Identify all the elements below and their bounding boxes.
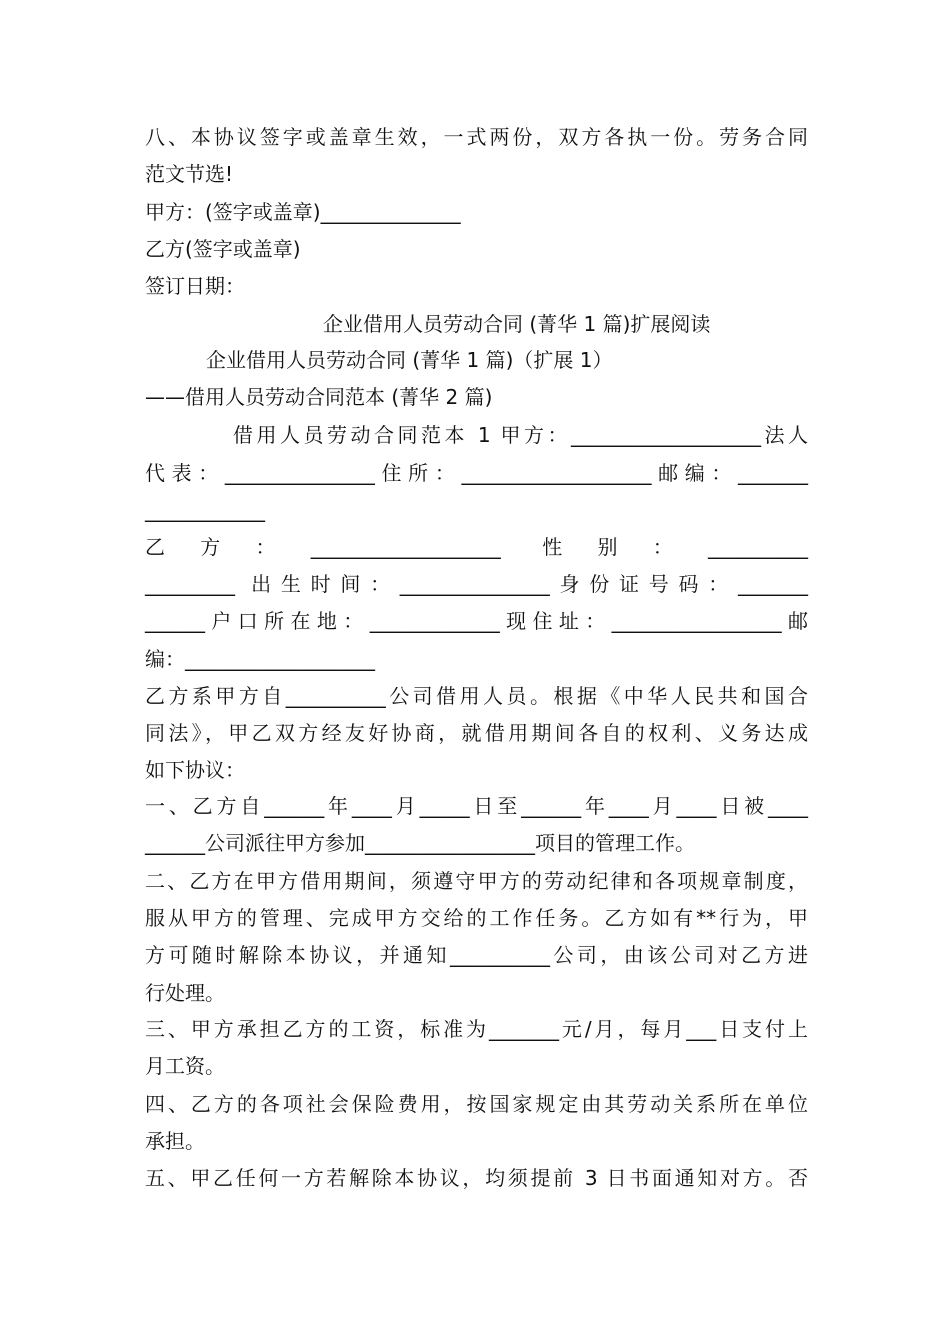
clause-4-line-2: 承担。 [145,1129,205,1153]
clause-8-line-2: 范文节选! [145,162,234,186]
birth-id-line: _________ 出生时间：_______________身份证号码：_______ [145,572,808,596]
clause-4-line-1: 四、乙方的各项社会保险费用，按国家规定由其劳动关系所在单位 [145,1092,808,1116]
postcode-continuation-line: ____________ [145,498,265,522]
postcode-line: 编：___________________ [145,647,375,671]
intro-paragraph-line-1: 乙方系甲方自__________公司借用人员。根据《中华人民共和国合 [145,684,808,708]
clause-1-line-1: 一、乙方自______年____月_____日至______年____月____日被____ [145,794,808,818]
representative-address-line: 代表：_______________住所：___________________邮编：_______ [145,461,808,485]
intro-paragraph-line-2: 同法》，甲乙双方经友好协商，就借用期间各自的权利、义务达成 [145,721,808,745]
clause-2-line-1: 二、乙方在甲方借用期间，须遵守甲方的劳动纪律和各项规章制度， [145,869,808,893]
intro-paragraph-line-3: 如下协议： [145,758,245,782]
template-subtitle: ——借用人员劳动合同范本 (菁华 2 篇) [145,385,493,409]
party-a-field-line: 借用人员劳动合同范本 1 甲方：___________________法人 [233,423,808,447]
party-b-gender-line: 乙方：___________________ 性别：__________ [145,535,808,559]
clause-2-line-2: 服从甲方的管理、完成甲方交给的工作任务。乙方如有**行为，甲 [145,906,808,930]
party-a-signature-line: 甲方：(签字或盖章)______________ [145,200,461,224]
party-b-signature-line: 乙方(签字或盖章) [145,237,301,261]
clause-3-line-1: 三、甲方承担乙方的工资，标准为_______元/月，每月___日支付上 [145,1017,808,1041]
clause-2-line-3: 方可随时解除本协议，并通知__________公司，由该公司对乙方进 [145,943,808,967]
clause-5-line-1: 五、甲乙任何一方若解除本协议，均须提前 3 日书面通知对方。否 [145,1166,808,1190]
signing-date-line: 签订日期： [145,274,245,298]
clause-2-line-4: 行处理。 [145,981,225,1005]
residence-address-line: ______户口所在地：_____________现住址：_________________邮 [145,609,808,633]
clause-8-line-1: 八、本协议签字或盖章生效，一式两份，双方各执一份。劳务合同 [145,125,808,149]
clause-3-line-2: 月工资。 [145,1054,225,1078]
extension-1-heading: 企业借用人员劳动合同 (菁华 1 篇)（扩展 1） [206,348,613,372]
extended-reading-heading: 企业借用人员劳动合同 (菁华 1 篇)扩展阅读 [323,312,711,336]
clause-1-line-2: ______公司派往甲方参加_________________项目的管理工作。 [145,831,695,855]
